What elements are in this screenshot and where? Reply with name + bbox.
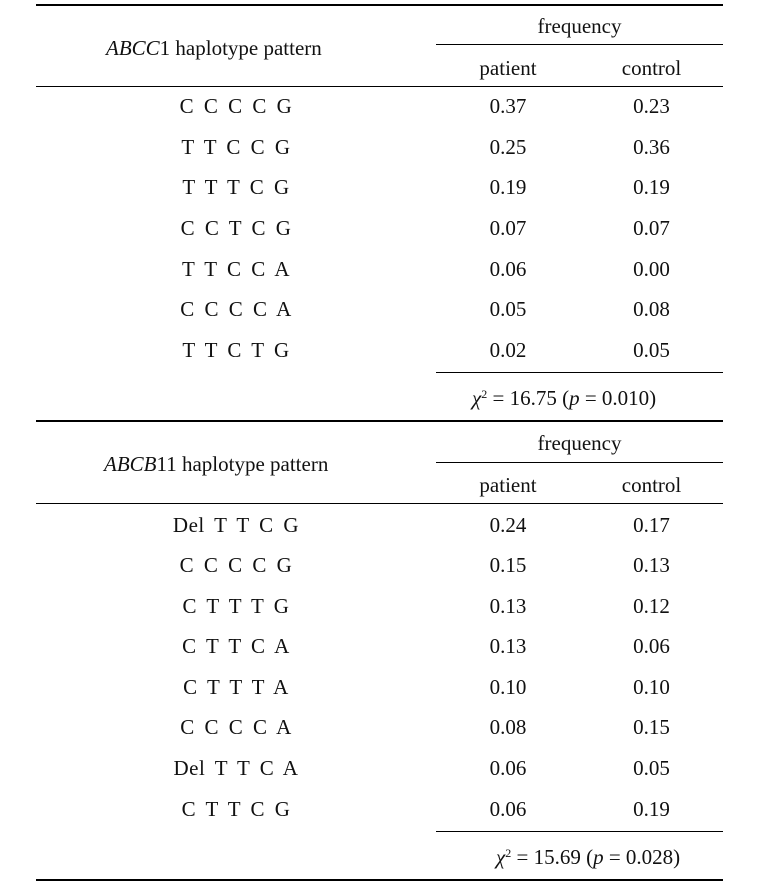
patient-frequency-cell: 0.06 — [489, 257, 527, 281]
title-text: 1 haplotype pattern — [159, 36, 322, 60]
patient-frequency-cell: 0.13 — [489, 594, 527, 618]
haplotype-cell: Del T T C A — [173, 756, 299, 780]
section-title — [106, 36, 322, 60]
control-frequency-cell: 0.36 — [633, 135, 670, 159]
column-header-patient: patient — [479, 473, 537, 497]
top-rule — [36, 4, 723, 6]
patient-frequency-cell: 0.19 — [489, 175, 527, 199]
chi-symbol: χ — [496, 845, 506, 869]
control-frequency-cell: 0.15 — [633, 715, 670, 739]
haplotype-cell: C C T C G — [180, 216, 292, 240]
section-title — [104, 452, 328, 476]
header-rule — [36, 86, 723, 87]
group-rule — [436, 462, 723, 463]
control-frequency-cell: 0.06 — [633, 634, 670, 658]
patient-frequency-cell: 0.06 — [489, 797, 527, 821]
control-frequency-cell: 0.08 — [633, 297, 670, 321]
patient-frequency-cell: 0.10 — [489, 675, 527, 699]
haplotype-cell: C C C C G — [179, 94, 293, 118]
gene-name: ABCB — [104, 452, 157, 476]
control-frequency-cell: 0.10 — [633, 675, 670, 699]
patient-frequency-cell: 0.06 — [489, 756, 527, 780]
haplotype-cell: C T T T G — [182, 594, 290, 618]
frequency-header: frequency — [537, 14, 622, 38]
p-value: = 0.010) — [579, 386, 657, 410]
header-rule — [36, 503, 723, 504]
haplotype-cell: C C C C A — [180, 715, 292, 739]
control-frequency-cell: 0.05 — [633, 338, 670, 362]
patient-frequency-cell: 0.15 — [489, 553, 527, 577]
haplotype-cell: C T T T A — [183, 675, 289, 699]
column-header-control: control — [621, 473, 682, 497]
patient-frequency-cell: 0.13 — [489, 634, 527, 658]
gene-name: ABCC — [106, 36, 160, 60]
control-frequency-cell: 0.12 — [633, 594, 670, 618]
haplotype-cell: C T T C A — [182, 634, 290, 658]
control-frequency-cell: 0.17 — [633, 513, 670, 537]
bottom-rule — [36, 879, 723, 881]
control-frequency-cell: 0.05 — [633, 756, 670, 780]
control-frequency-cell: 0.19 — [633, 797, 670, 821]
control-frequency-cell: 0.19 — [633, 175, 670, 199]
haplotype-cell: T T T C G — [182, 175, 290, 199]
column-header-patient: patient — [479, 56, 537, 80]
patient-frequency-cell: 0.37 — [489, 94, 527, 118]
patient-frequency-cell: 0.25 — [489, 135, 527, 159]
p-symbol: p — [569, 386, 580, 410]
frequency-header: frequency — [537, 431, 622, 455]
chi-square-stat — [472, 386, 656, 410]
haplotype-cell: T T C C A — [181, 257, 291, 281]
chi-square-stat — [496, 845, 680, 869]
control-frequency-cell: 0.13 — [633, 553, 670, 577]
control-frequency-cell: 0.07 — [633, 216, 670, 240]
title-text: 11 haplotype pattern — [156, 452, 329, 476]
haplotype-cell: Del T T C G — [172, 513, 300, 537]
chi-symbol: χ — [472, 386, 482, 410]
stat-value: = 16.75 ( — [487, 386, 570, 410]
stat-rule — [436, 831, 723, 832]
p-symbol: p — [593, 845, 604, 869]
stat-value: = 15.69 ( — [511, 845, 594, 869]
haplotype-cell: T T C T G — [182, 338, 290, 362]
patient-frequency-cell: 0.05 — [489, 297, 527, 321]
haplotype-cell: C C C C G — [179, 553, 293, 577]
patient-frequency-cell: 0.07 — [489, 216, 527, 240]
patient-frequency-cell: 0.24 — [489, 513, 527, 537]
patient-frequency-cell: 0.08 — [489, 715, 527, 739]
column-header-control: control — [621, 56, 682, 80]
haplotype-cell: C T T C G — [181, 797, 291, 821]
superscript: 2 — [481, 387, 488, 401]
haplotype-cell: C C C C A — [180, 297, 292, 321]
control-frequency-cell: 0.23 — [633, 94, 670, 118]
haplotype-cell: T T C C G — [181, 135, 291, 159]
p-value: = 0.028) — [603, 845, 681, 869]
group-rule — [436, 44, 723, 45]
section-divider — [36, 420, 723, 422]
superscript: 2 — [505, 846, 512, 860]
stat-rule — [436, 372, 723, 373]
patient-frequency-cell: 0.02 — [489, 338, 527, 362]
control-frequency-cell: 0.00 — [633, 257, 670, 281]
